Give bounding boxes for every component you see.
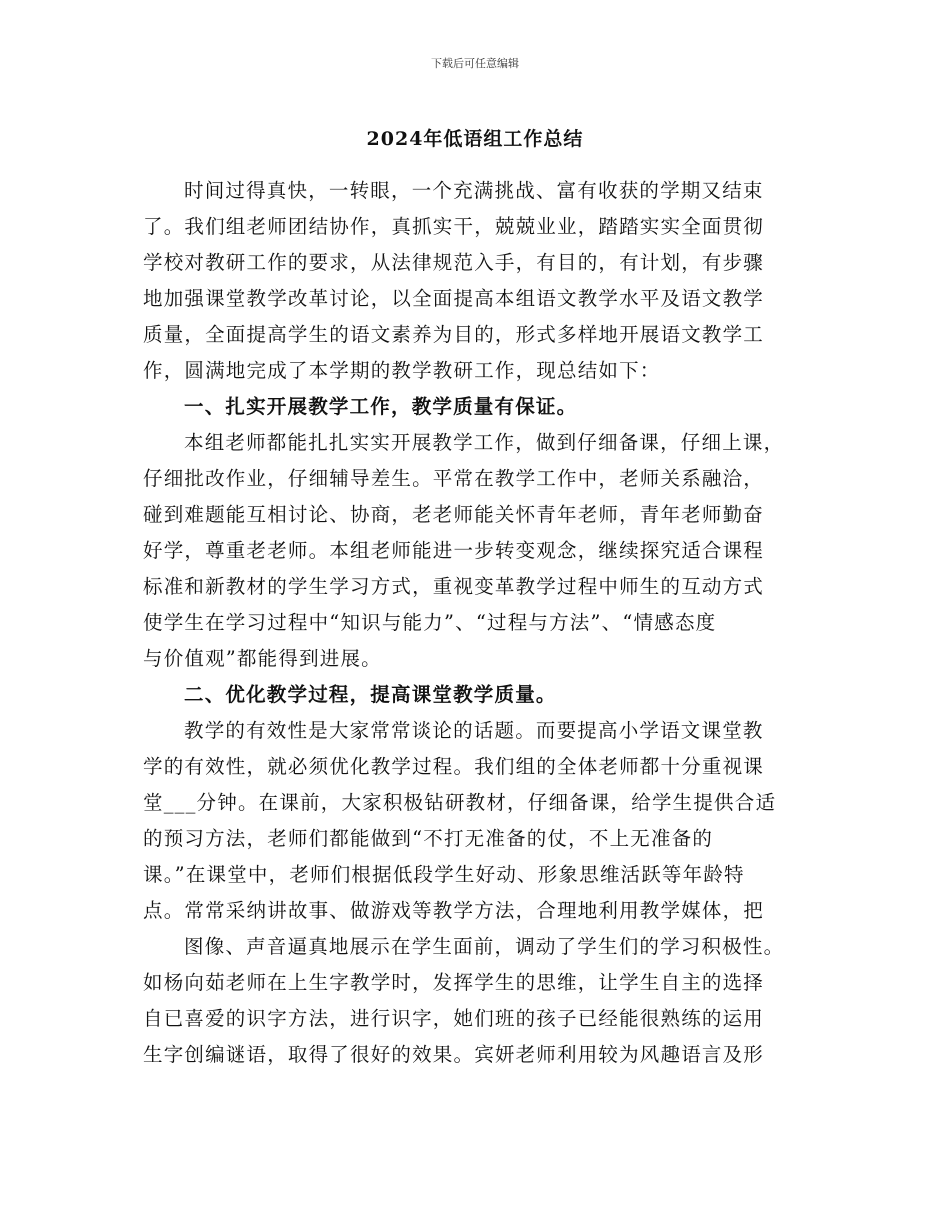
paragraph-line: 教学的有效性是大家常常谈论的话题。而要提高小学语文课堂教 bbox=[184, 719, 764, 742]
paragraph-line: 课。”在课堂中，老师们根据低段学生好动、形象思维活跃等年龄特 bbox=[143, 863, 745, 886]
paragraph-line: 学校对教研工作的要求，从法律规范入手，有目的，有计划，有步骤 bbox=[143, 251, 765, 274]
paragraph-line: 好学，尊重老老师。本组老师能进一步转变观念，继续探究适合课程 bbox=[143, 539, 765, 562]
page-header-note: 下载后可任意编辑 bbox=[431, 57, 519, 70]
section-heading: 二、优化教学过程，提高课堂教学质量。 bbox=[184, 683, 557, 706]
paragraph-line: 本组老师都能扎扎实实开展教学工作，做到仔细备课，仔细上课， bbox=[184, 431, 785, 454]
paragraph-line: 时间过得真快，一转眼，一个充满挑战、富有收获的学期又结束 bbox=[184, 179, 764, 202]
paragraph-line: 堂___分钟。在课前，大家积极钻研教材，仔细备课，给学生提供合适 bbox=[143, 791, 777, 814]
paragraph-line: 的预习方法，老师们都能做到“不打无准备的仗，不上无准备的 bbox=[143, 827, 714, 850]
paragraph-line: 点。常常采纳讲故事、做游戏等教学方法，合理地利用教学媒体，把 bbox=[143, 899, 765, 922]
paragraph-line: 学的有效性，就必须优化教学过程。我们组的全体老师都十分重视课 bbox=[143, 755, 765, 778]
paragraph-line: 碰到难题能互相讨论、协商，老老师能关怀青年老师，青年老师勤奋 bbox=[143, 503, 765, 526]
paragraph-line: 标准和新教材的学生学习方式，重视变革教学过程中师生的互动方式 bbox=[143, 575, 765, 598]
paragraph-line: 作，圆满地完成了本学期的教学教研工作，现总结如下： bbox=[143, 359, 661, 382]
document-title: 2024年低语组工作总结 bbox=[366, 128, 584, 150]
paragraph-line: 质量，全面提高学生的语文素养为目的，形式多样地开展语文教学工 bbox=[143, 323, 765, 346]
paragraph-line: 图像、声音逼真地展示在学生面前，调动了学生们的学习积极性。 bbox=[184, 935, 785, 958]
paragraph-line: 仔细批改作业，仔细辅导差生。平常在教学工作中，老师关系融洽， bbox=[143, 467, 765, 490]
paragraph-line: 生字创编谜语，取得了很好的效果。宾妍老师利用较为风趣语言及形 bbox=[143, 1043, 765, 1066]
paragraph-line: 地加强课堂教学改革讨论，以全面提高本组语文教学水平及语文教学 bbox=[143, 287, 765, 310]
paragraph-line: 了。我们组老师团结协作，真抓实干，兢兢业业，踏踏实实全面贯彻 bbox=[143, 215, 765, 238]
paragraph-line: 使学生在学习过程中“知识与能力”、“过程与方法”、“情感态度 bbox=[143, 611, 717, 634]
document-body bbox=[143, 173, 823, 1073]
paragraph-line: 如杨向茹老师在上生字教学时，发挥学生的思维，让学生自主的选择 bbox=[143, 971, 765, 994]
paragraph-line: 与价值观”都能得到进展。 bbox=[143, 647, 382, 670]
paragraph-line: 自已喜爱的识字方法，进行识字，她们班的孩子已经能很熟练的运用 bbox=[143, 1007, 765, 1030]
section-heading: 一、扎实开展教学工作，教学质量有保证。 bbox=[184, 395, 578, 418]
